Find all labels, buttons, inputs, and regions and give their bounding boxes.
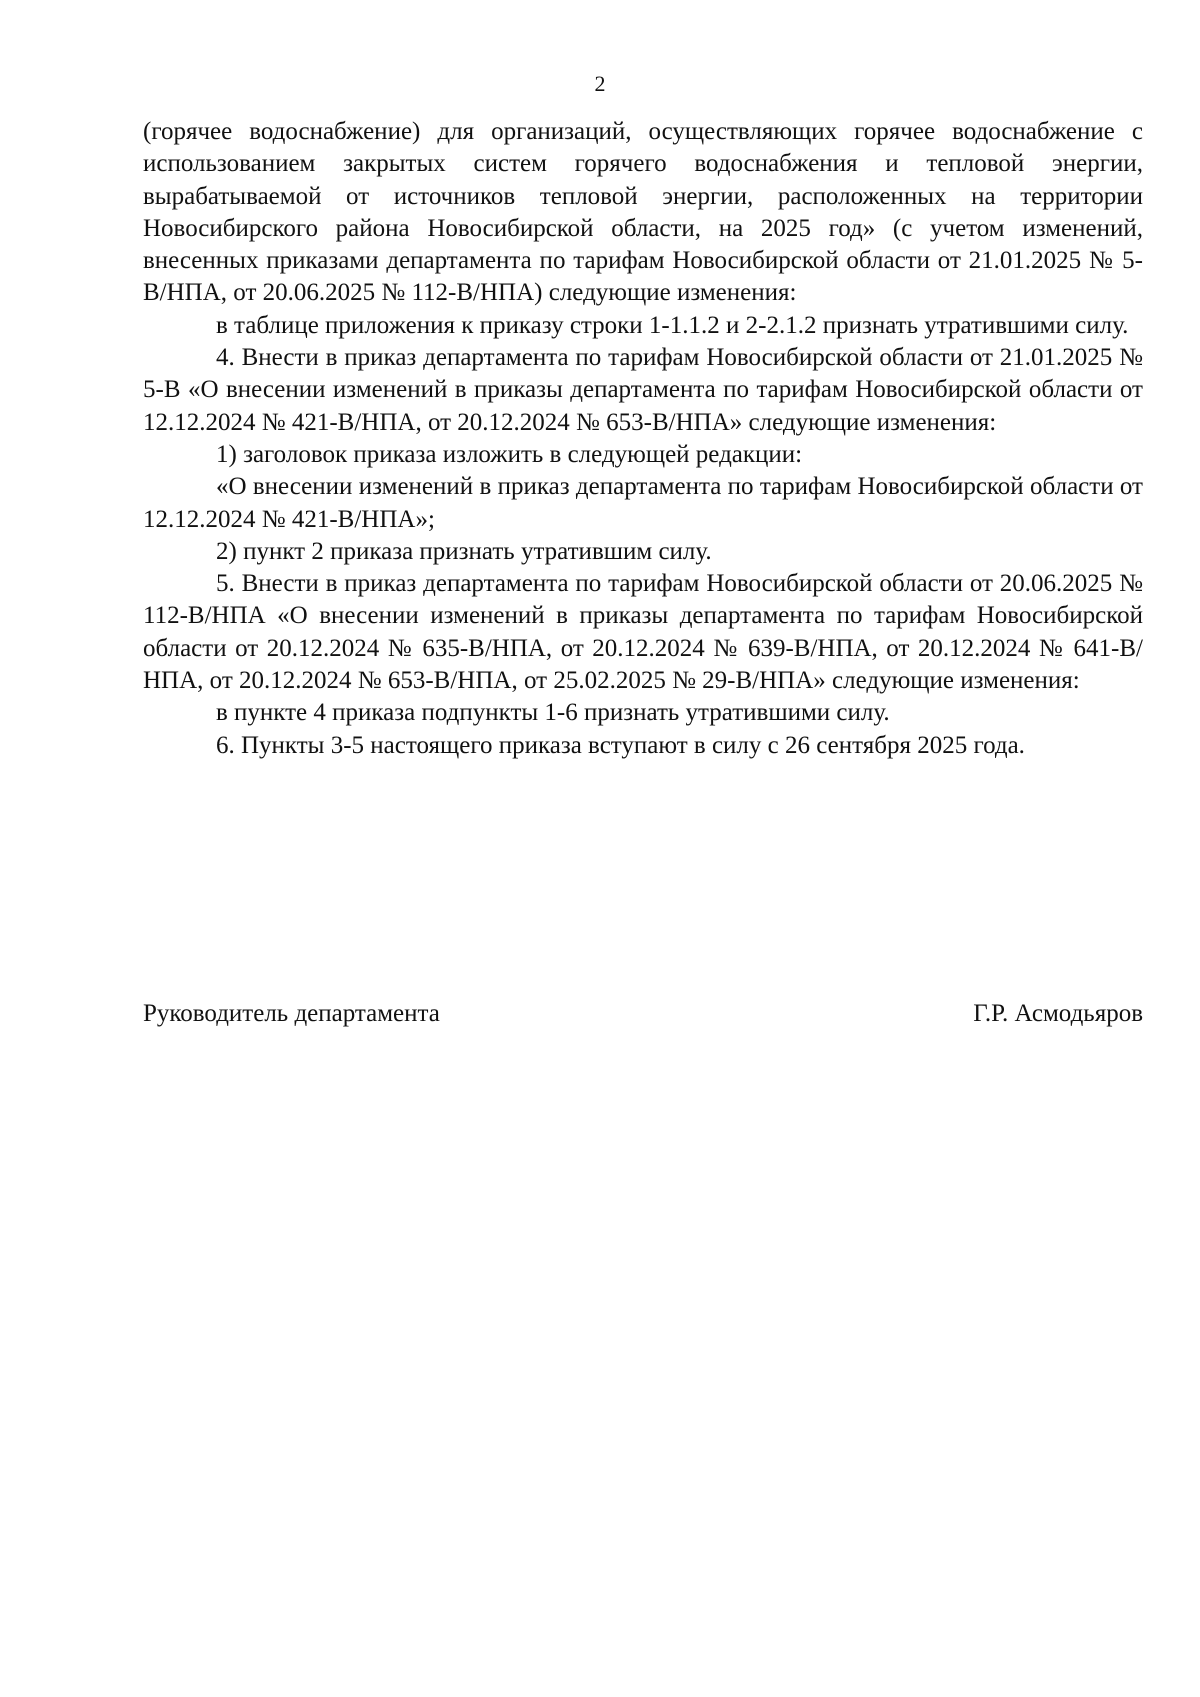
signature-block [143, 998, 1143, 1030]
document-body [143, 116, 1143, 762]
page-number: 2 [594, 71, 606, 96]
paragraph-continuation: (горячее водоснабжение) для организаций, осуществляющих горячее водоснабжение с использованием закрытых систем горячего водоснабжения и тепловой энергии, вырабатываемой от источников тепловой энергии, расположенных на территории Новосибирского района Новосибирской области, на 2025 год» (с учетом изменений, внесенных приказами департамента по тарифам Новосибирской области от 21.01.2025 № 5-В/НПА, от 20.06.2025 № 112-В/НПА) следующие изменения: [143, 118, 1143, 307]
paragraph-item-5-detail: в пункте 4 приказа подпункты 1-6 признать утратившими силу. [216, 699, 890, 727]
paragraph-item-4-sub-2: 2) пункт 2 приказа признать утратившим силу. [216, 537, 712, 565]
paragraph-item-4: 4. Внести в приказ департамента по тарифам Новосибирской области от 21.01.2025 № 5-В «О внесении изменений в приказы департамента по тарифам Новосибирской области от 12.12.2024 № 421-В/НПА, от 20.12.2024 № 653-В/НПА» следующие изменения: [143, 344, 1143, 436]
paragraph-table-rows: в таблице приложения к приказу строки 1-1.1.2 и 2-2.1.2 признать утратившими силу. [216, 311, 1129, 339]
paragraph-item-5: 5. Внести в приказ департамента по тарифам Новосибирской области от 20.06.2025 № 112-В/НПА «О внесении изменений в приказы департамента по тарифам Новосибирской области от 20.12.2024 № 635-В/НПА, от 20.12.2024 № 639-В/НПА, от 20.12.2024 № 641-В/НПА, от 20.12.2024 № 653-В/НПА, от 25.02.2025 № 29-В/НПА» следующие изменения: [143, 570, 1143, 695]
signatory-position: Руководитель департамента [143, 1000, 440, 1027]
paragraph-item-4-sub-1: 1) заголовок приказа изложить в следующей редакции: [216, 440, 803, 468]
signatory-name: Г.Р. Асмодьяров [973, 1000, 1143, 1027]
paragraph-item-6: 6. Пункты 3-5 настоящего приказа вступают в силу с 26 сентября 2025 года. [216, 731, 1025, 759]
paragraph-new-title: «О внесении изменений в приказ департамента по тарифам Новосибирской области от 12.12.2024 № 421-В/НПА»; [143, 473, 1143, 533]
